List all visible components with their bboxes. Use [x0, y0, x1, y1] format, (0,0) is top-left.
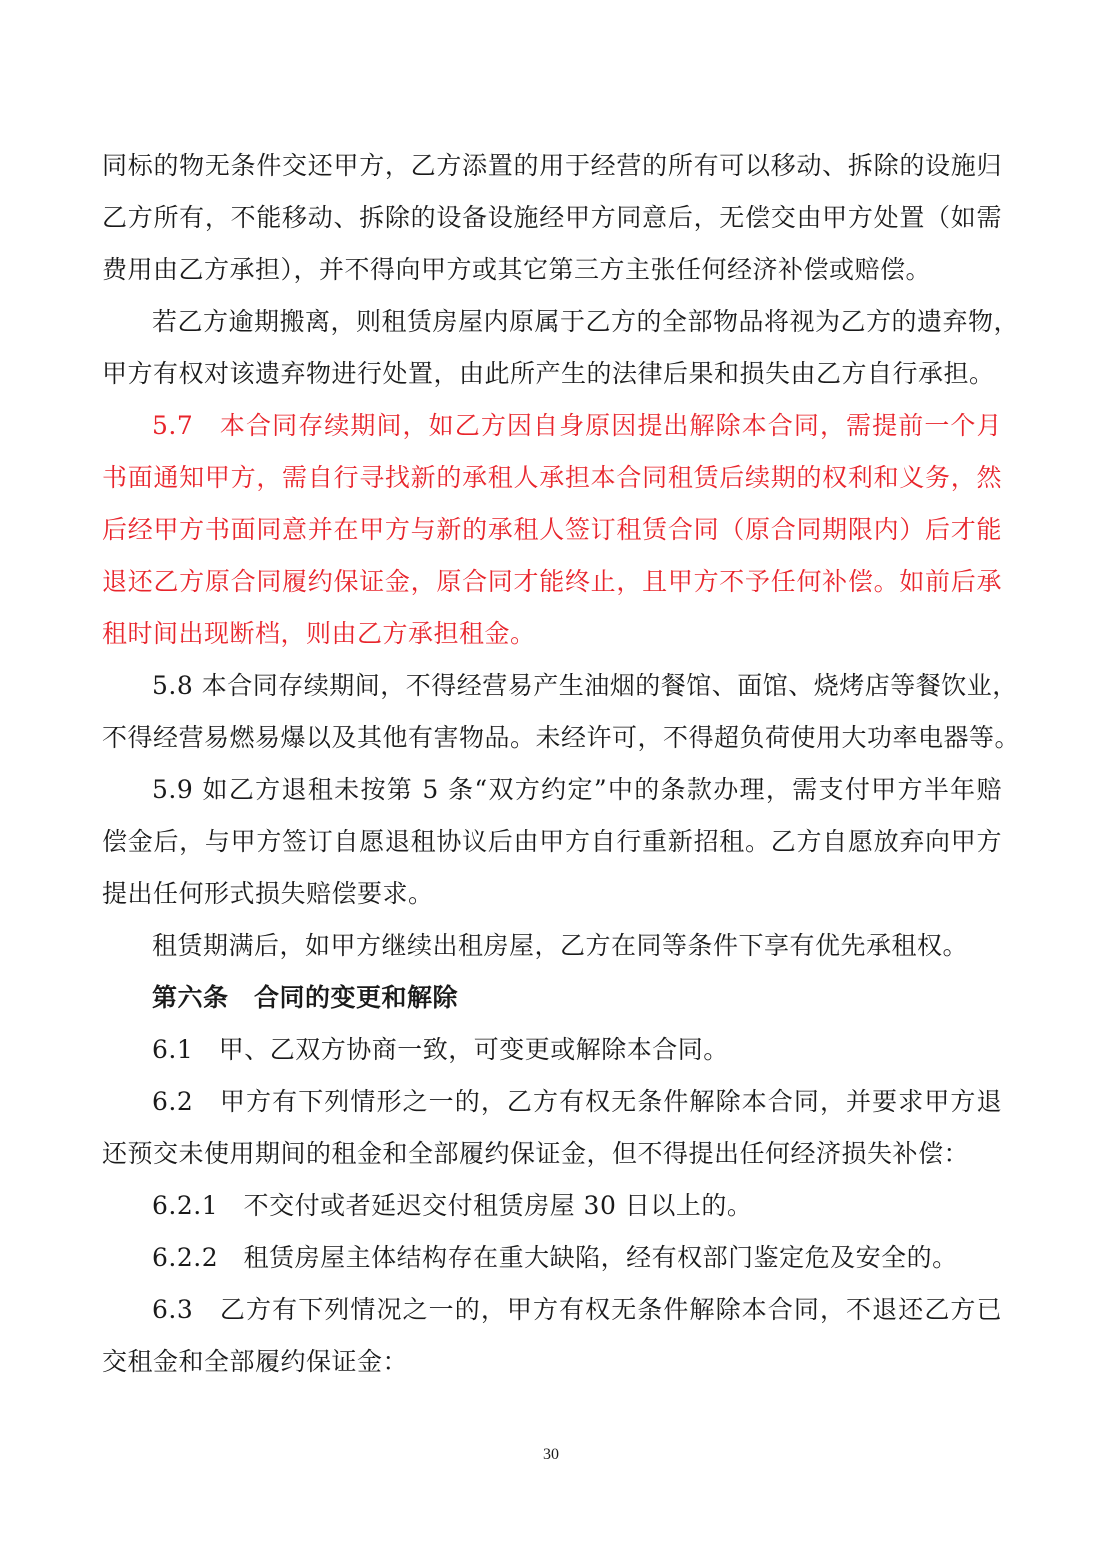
clause-5-9-line: 5.9 如乙方退租未按第 5 条“双方约定”中的条款办理，需支付甲方半年赔 [152, 775, 1002, 804]
clause-6-3-line: 6.3 乙方有下列情况之一的，甲方有权无条件解除本合同，不退还乙方已 [152, 1295, 1002, 1324]
paragraph-line: 同标的物无条件交还甲方，乙方添置的用于经营的所有可以移动、拆除的设施归 [102, 151, 1002, 180]
clause-5-8-line: 5.8 本合同存续期间，不得经营易产生油烟的餐馆、面馆、烧烤店等餐饮业， [152, 671, 1018, 700]
clause-6-3-line: 交租金和全部履约保证金： [102, 1347, 409, 1376]
clause-6-2-1-line: 6.2.1 不交付或者延迟交付租赁房屋 30 日以上的。 [152, 1191, 753, 1220]
document-body [102, 140, 1021, 1388]
clause-6-2-line: 还预交未使用期间的租金和全部履约保证金，但不得提出任何经济损失补偿： [102, 1139, 970, 1168]
page-number: 30 [543, 1446, 559, 1463]
section-heading: 第六条 合同的变更和解除 [152, 983, 459, 1012]
paragraph-line: 费用由乙方承担），并不得向甲方或其它第三方主张任何经济补偿或赔偿。 [102, 255, 932, 284]
clause-6-2-2-line: 6.2.2 租赁房屋主体结构存在重大缺陷，经有权部门鉴定危及安全的。 [152, 1243, 958, 1272]
paragraph-line: 乙方所有，不能移动、拆除的设备设施经甲方同意后，无偿交由甲方处置（如需 [102, 203, 1002, 232]
paragraph-line: 若乙方逾期搬离，则租赁房屋内原属于乙方的全部物品将视为乙方的遗弃物， [152, 307, 1020, 336]
paragraph-line: 甲方有权对该遗弃物进行处置，由此所产生的法律后果和损失由乙方自行承担。 [102, 359, 995, 388]
paragraph-line: 租赁期满后，如甲方继续出租房屋，乙方在同等条件下享有优先承租权。 [152, 931, 969, 960]
clause-5-9-line: 偿金后，与甲方签订自愿退租协议后由甲方自行重新招租。乙方自愿放弃向甲方 [102, 827, 1002, 856]
clause-5-9-line: 提出任何形式损失赔偿要求。 [102, 879, 434, 908]
clause-5-7-line: 5.7 本合同存续期间，如乙方因自身原因提出解除本合同，需提前一个月 [152, 411, 1002, 440]
clause-6-1-line: 6.1 甲、乙双方协商一致，可变更或解除本合同。 [152, 1035, 729, 1064]
clause-5-7-line: 退还乙方原合同履约保证金，原合同才能终止，且甲方不予任何补偿。如前后承 [102, 567, 1002, 596]
clause-5-7-line: 租时间出现断档，则由乙方承担租金。 [102, 619, 536, 648]
clause-6-2-line: 6.2 甲方有下列情形之一的，乙方有权无条件解除本合同，并要求甲方退 [152, 1087, 1002, 1116]
clause-5-8-line: 不得经营易燃易爆以及其他有害物品。未经许可，不得超负荷使用大功率电器等。 [102, 723, 1021, 752]
clause-5-7-line: 后经甲方书面同意并在甲方与新的承租人签订租赁合同（原合同期限内）后才能 [102, 515, 1002, 544]
clause-5-7-line: 书面通知甲方，需自行寻找新的承租人承担本合同租赁后续期的权利和义务，然 [102, 463, 1002, 492]
